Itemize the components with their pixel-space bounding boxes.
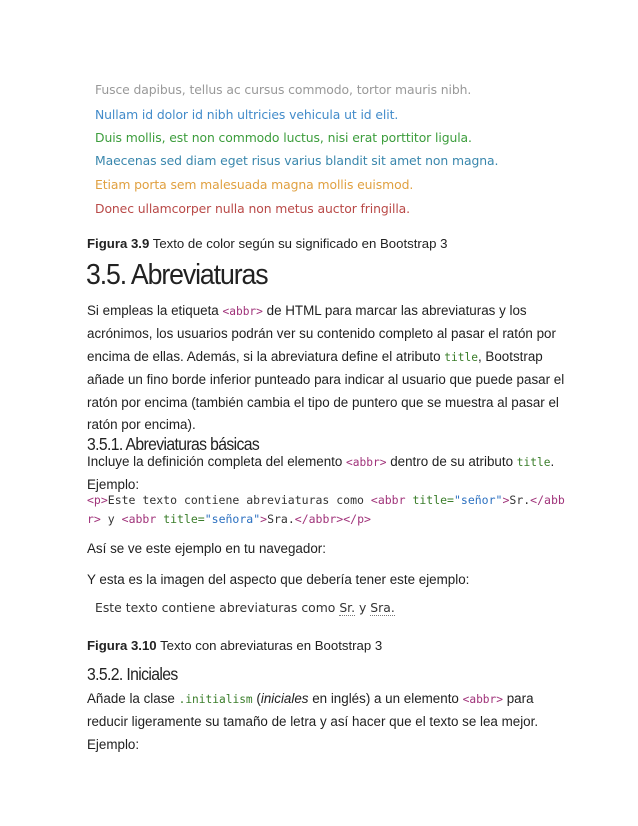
text: ( xyxy=(252,691,261,706)
section-3-5-1-paragraph xyxy=(87,451,555,497)
section-heading-3-5-2: 3.5.2. Iniciales xyxy=(87,664,178,684)
text: dentro de su atributo xyxy=(386,454,517,469)
inline-code: title xyxy=(516,456,551,469)
text: , Bootstrap xyxy=(477,348,543,364)
code-token: Este texto contiene abreviaturas como xyxy=(107,493,371,507)
para-line: Ejemplo: xyxy=(87,736,140,752)
caption-label: Figura 3.9 xyxy=(87,236,150,251)
text: de HTML para marcar las abreviaturas y los xyxy=(262,303,527,318)
code-token: "señora" xyxy=(204,512,261,526)
abbr-sra[interactable]: Sra. xyxy=(370,600,395,615)
code-line xyxy=(87,510,565,529)
caption-text: Texto de color según su significado en Bootstrap 3 xyxy=(149,236,448,251)
para-line: añade un fino borde inferior punteado para indicar al usuario que puede pasar el xyxy=(87,372,565,388)
para-line: Ejemplo: xyxy=(87,477,140,493)
para-line: reducir ligeramente su tamaño de letra y así hacer que el texto se lea mejor. xyxy=(87,714,539,730)
text-info-line: Maecenas sed diam eget risus varius blandit sit amet non magna. xyxy=(95,153,499,168)
code-token: > xyxy=(502,493,510,507)
text: encima de ellas. Además, si la abreviatura define el atributo xyxy=(87,348,445,364)
inline-code: .initialism xyxy=(178,693,253,706)
text: Incluye la definición completa del elemento xyxy=(87,454,347,469)
browser-preview-text: Así se ve este ejemplo en tu navegador: xyxy=(87,541,326,556)
abbr-sr[interactable]: Sr. xyxy=(339,600,356,615)
figure-3-10-caption xyxy=(87,638,382,653)
code-token: title= xyxy=(412,493,454,507)
para-line xyxy=(87,688,547,711)
text: Añade la clase xyxy=(87,691,179,706)
section-heading-3-5: 3.5. Abreviaturas xyxy=(86,259,268,291)
para-line xyxy=(87,451,555,474)
section-3-5-2-paragraph xyxy=(87,688,547,756)
code-token: Sr. xyxy=(509,493,531,507)
para-line: ratón por encima (también cambia el tipo de puntero que se muestra al pasar el xyxy=(87,394,559,410)
inline-code: <abbr> xyxy=(462,693,504,706)
text-primary-line: Nullam id dolor id nibh ultricies vehicula ut id elit. xyxy=(95,107,399,122)
code-line xyxy=(87,491,565,510)
caption-label: Figura 3.10 xyxy=(87,638,157,653)
abbr-example-image xyxy=(95,600,395,615)
image-preview-text: Y esta es la imagen del aspecto que debería tener este ejemplo: xyxy=(87,572,470,587)
code-token: r> xyxy=(87,512,101,526)
text: . xyxy=(550,454,555,469)
text-danger-line: Donec ullamcorper nulla non metus auctor fringilla. xyxy=(95,201,411,216)
code-token: </abbr></p> xyxy=(294,512,371,526)
text: Si empleas la etiqueta xyxy=(87,303,223,318)
para-line: ratón por encima). xyxy=(87,417,196,433)
inline-code: <abbr> xyxy=(346,456,387,469)
italic-text: iniciales xyxy=(260,691,309,706)
code-token: title= xyxy=(163,512,205,526)
para-line xyxy=(87,300,547,323)
section-3-5-paragraph xyxy=(87,300,565,436)
example-text: y xyxy=(355,600,371,615)
figure-3-9-caption xyxy=(87,236,447,251)
caption-text: Texto con abreviaturas en Bootstrap 3 xyxy=(156,638,383,653)
example-text: Este texto contiene abreviaturas como xyxy=(95,600,340,615)
text: en inglés) a un elemento xyxy=(308,691,463,706)
para-line: acrónimos, los usuarios podrán ver su contenido completo al pasar el ratón por xyxy=(87,326,556,342)
code-token: Sra. xyxy=(267,512,295,526)
text-success-line: Duis mollis, est non commodo luctus, nisi erat porttitor ligula. xyxy=(95,130,472,145)
code-token: <p> xyxy=(87,493,108,507)
text-warning-line: Etiam porta sem malesuada magna mollis euismod. xyxy=(95,177,414,192)
code-example-block xyxy=(87,491,565,529)
code-token: <abbr xyxy=(121,512,164,526)
inline-code: <abbr> xyxy=(222,305,263,318)
text: para xyxy=(503,691,534,706)
inline-code: title xyxy=(444,350,478,364)
text-muted-line: Fusce dapibus, tellus ac cursus commodo, tortor mauris nibh. xyxy=(95,82,472,97)
para-line xyxy=(87,346,547,369)
code-token: <abbr xyxy=(370,493,413,507)
section-heading-3-5-1: 3.5.1. Abreviaturas básicas xyxy=(87,434,260,454)
code-token: </abb xyxy=(530,493,565,507)
code-token: "señor" xyxy=(453,493,503,507)
code-token: y xyxy=(100,512,122,526)
code-token: > xyxy=(260,512,268,526)
